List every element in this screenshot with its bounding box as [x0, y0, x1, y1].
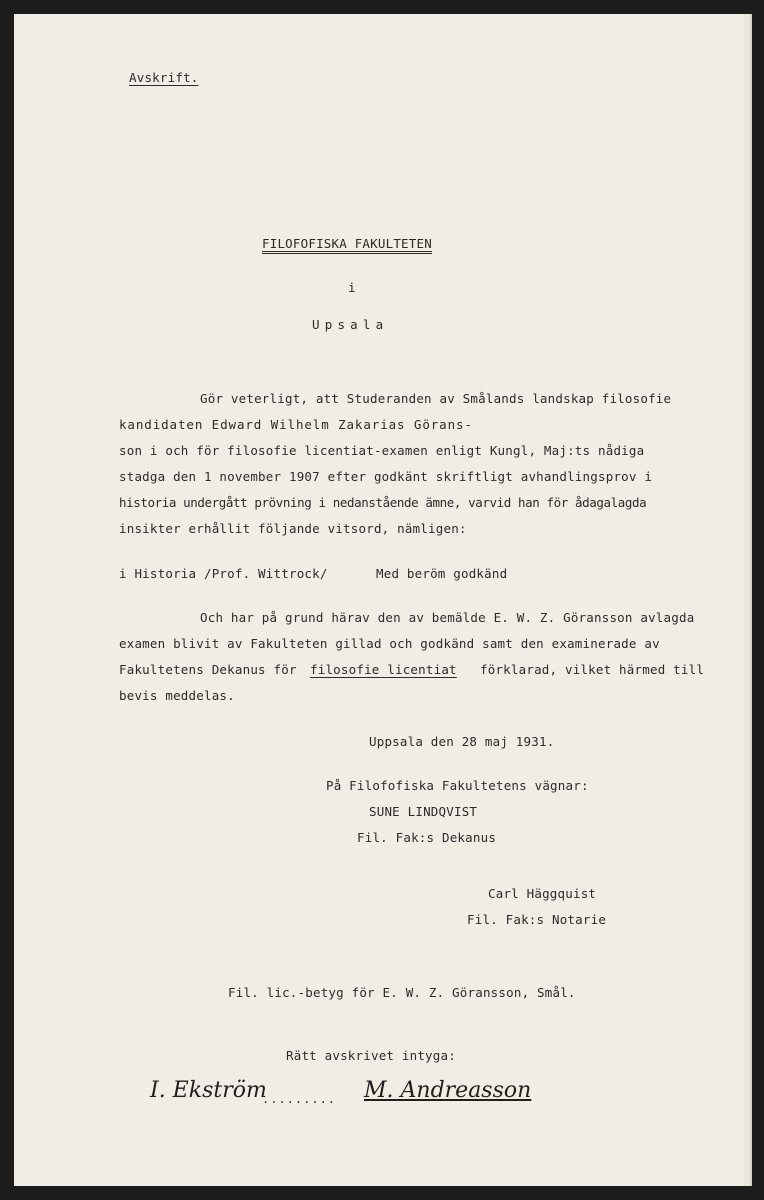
para2-line-1: Och har på grund härav den av bemälde E. W. Z. Göransson avlagda	[200, 610, 695, 625]
footer-reference: Fil. lic.-betyg för E. W. Z. Göransson, Smål.	[228, 985, 576, 1000]
body-line-1: Gör veterligt, att Studeranden av Smålands landskap filosofie	[200, 391, 672, 406]
para2-line-3a: Fakultetens Dekanus för	[119, 662, 297, 677]
body-line-3: son i och för filosofie licentiat-examen enligt Kungl, Maj:ts nådiga	[119, 443, 645, 458]
body-line-2: kandidaten Edward Wilhelm Zakarias Görans-	[119, 417, 473, 432]
body-line-6: insikter erhållit följande vitsord, nämligen:	[119, 521, 467, 536]
date-line: Uppsala den 28 maj 1931.	[369, 734, 555, 749]
dean-name: SUNE LINDQVIST	[369, 804, 478, 819]
preposition: i	[348, 280, 356, 295]
para2-line-4: bevis meddelas.	[119, 688, 235, 703]
body-line-5: historia undergått prövning i nedanstående ämne, varvid han för ådagalagda	[119, 495, 647, 510]
notary-name: Carl Häggquist	[488, 886, 597, 901]
exam-subject: i Historia /Prof. Wittrock/	[119, 566, 328, 581]
signature-dots: .........	[262, 1092, 337, 1106]
header-label: Avskrift.	[129, 70, 199, 85]
signature-ekstrom: I. Ekström	[150, 1078, 267, 1103]
on-behalf-line: På Filofofiska Fakultetens vägnar:	[326, 778, 589, 793]
degree-title: filosofie licentiat	[310, 662, 457, 677]
para2-line-2: examen blivit av Fakulteten gillad och godkänd samt den examinerade av	[119, 636, 660, 651]
body-line-4: stadga den 1 november 1907 efter godkänt skriftligt avhandlingsprov i	[119, 469, 653, 484]
notary-title: Fil. Fak:s Notarie	[467, 912, 607, 927]
document-page	[14, 14, 744, 1186]
signature-andreasson: M. Andreasson	[364, 1078, 532, 1103]
dean-title: Fil. Fak:s Dekanus	[357, 830, 497, 845]
city-title: Upsala	[312, 317, 389, 332]
faculty-title: FILOFOFISKA FAKULTETEN	[262, 236, 432, 254]
para2-line-3b: förklarad, vilket härmed till	[480, 662, 705, 677]
exam-grade: Med beröm godkänd	[376, 566, 508, 581]
certify-line: Rätt avskrivet intyga:	[286, 1048, 456, 1063]
